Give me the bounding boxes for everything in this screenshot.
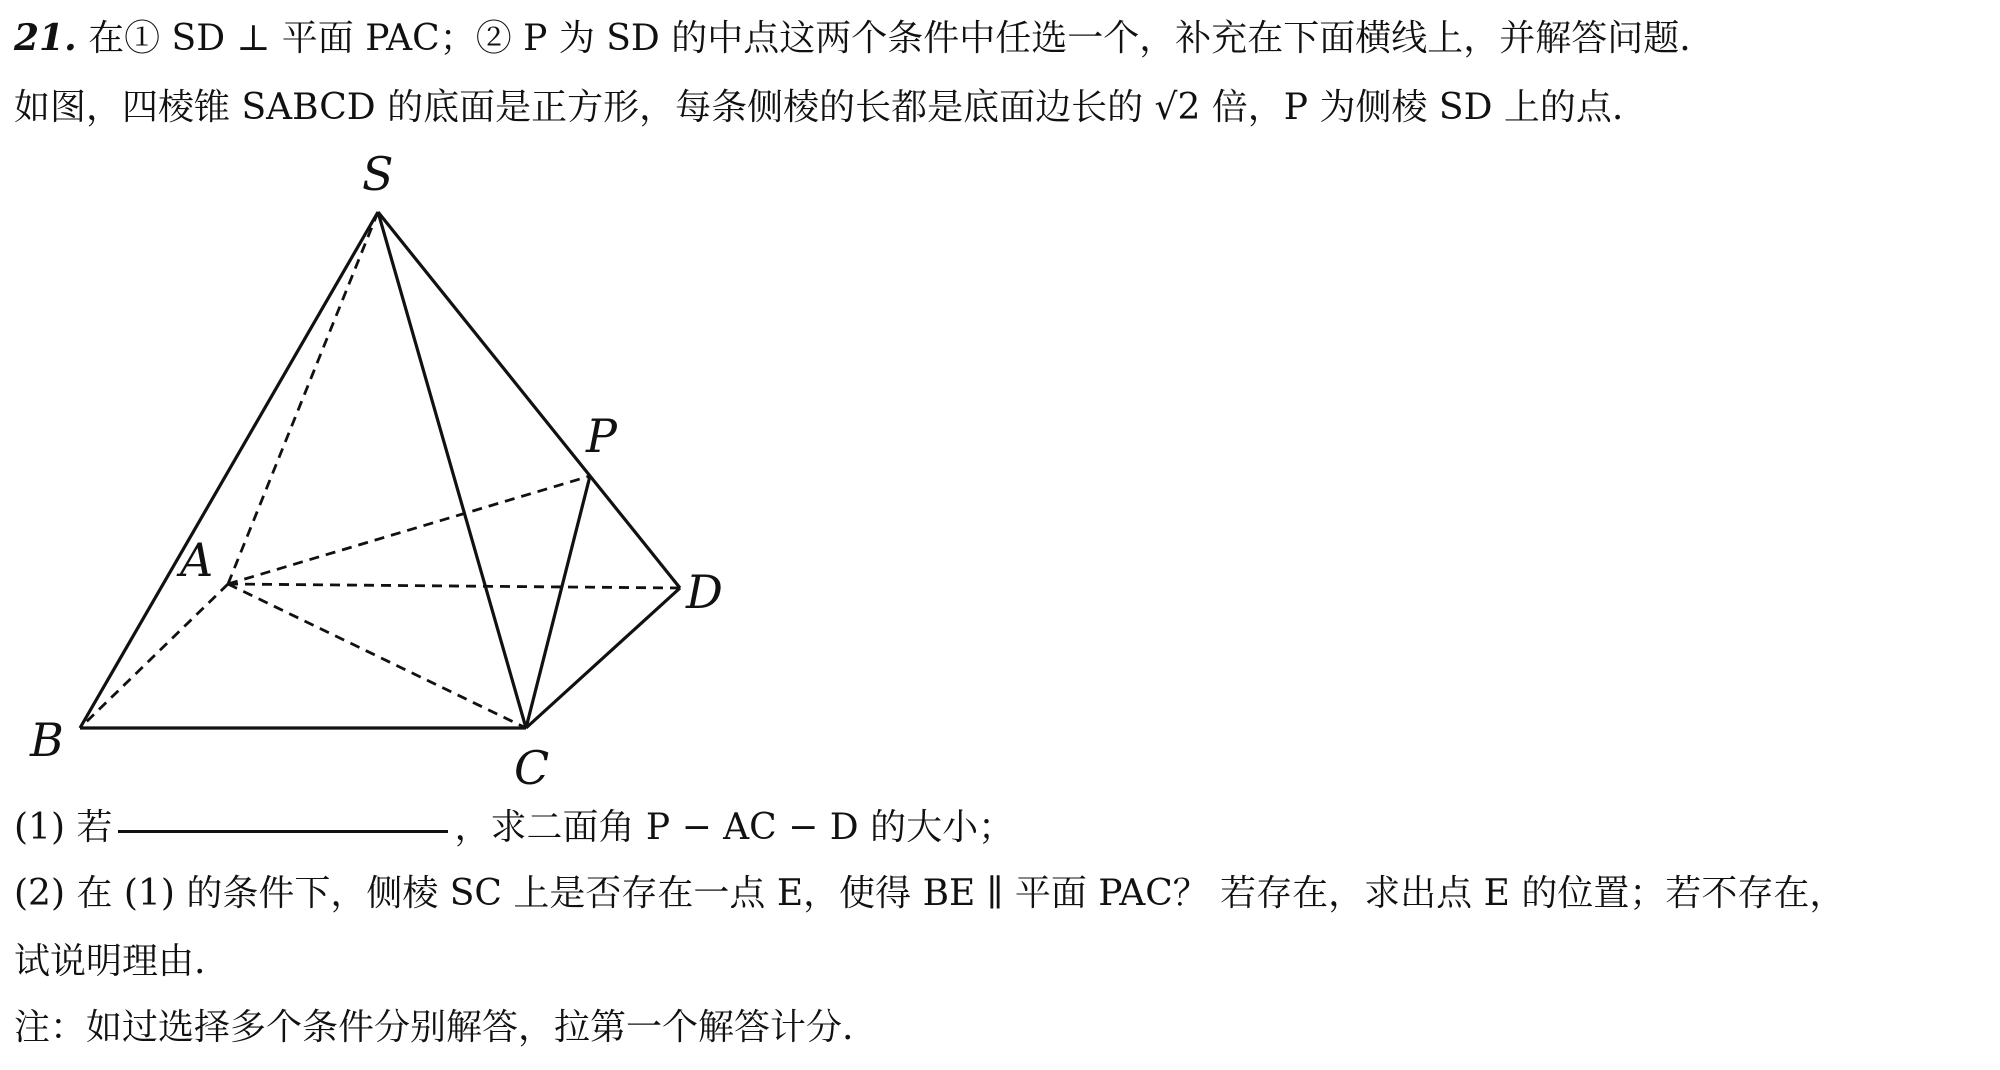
vertex-label-p: P (586, 409, 617, 463)
question-part-1 (14, 806, 1014, 850)
answer-blank[interactable] (118, 830, 448, 833)
vertex-label-b: B (30, 713, 64, 767)
question-part-2-line-1 (14, 872, 1845, 916)
problem-setup-text: 如图，四棱锥 SABCD 的底面是正方形，每条侧棱的长都是底面边长的 √2 倍，P 为侧棱 SD 上的点. (14, 87, 1624, 128)
problem-number: 21. (14, 17, 77, 59)
question-part-2-line-2 (14, 940, 205, 984)
vertex-label-s: S (362, 147, 394, 201)
edge-ap (228, 476, 590, 584)
part1-suffix: ，求二面角 P − AC − D 的大小； (454, 807, 1015, 848)
part2-text-line-1: (2) 在 (1) 的条件下，侧棱 SC 上是否存在一点 E，使得 BE ∥ 平面 PAC？ 若存在，求出点 E 的位置；若不存在， (14, 873, 1846, 914)
edge-sa (228, 212, 378, 584)
pyramid-diagram (0, 140, 760, 800)
problem-statement-line-1 (14, 16, 1691, 61)
edge-ac (228, 584, 526, 728)
vertex-label-a: A (180, 533, 214, 587)
edge-ad (228, 584, 680, 588)
problem-conditions-text: 在① SD ⊥ 平面 PAC；② P 为 SD 的中点这两个条件中任选一个，补充在下面横线上，并解答问题. (88, 18, 1691, 59)
edge-cd (526, 588, 680, 728)
edge-ab (80, 584, 228, 728)
note-text: 注：如过选择多个条件分别解答，拉第一个解答计分. (14, 1007, 854, 1048)
edge-sd (378, 212, 680, 588)
edge-sb (80, 212, 378, 728)
vertex-label-d: D (686, 565, 723, 619)
part2-text-line-2: 试说明理由. (14, 941, 206, 982)
part1-prefix: (1) 若 (14, 807, 113, 848)
edge-pc (526, 476, 590, 728)
vertex-label-c: C (514, 741, 550, 795)
problem-statement-line-2 (14, 86, 1623, 130)
edge-sc (378, 212, 526, 728)
grading-note (14, 1006, 853, 1050)
